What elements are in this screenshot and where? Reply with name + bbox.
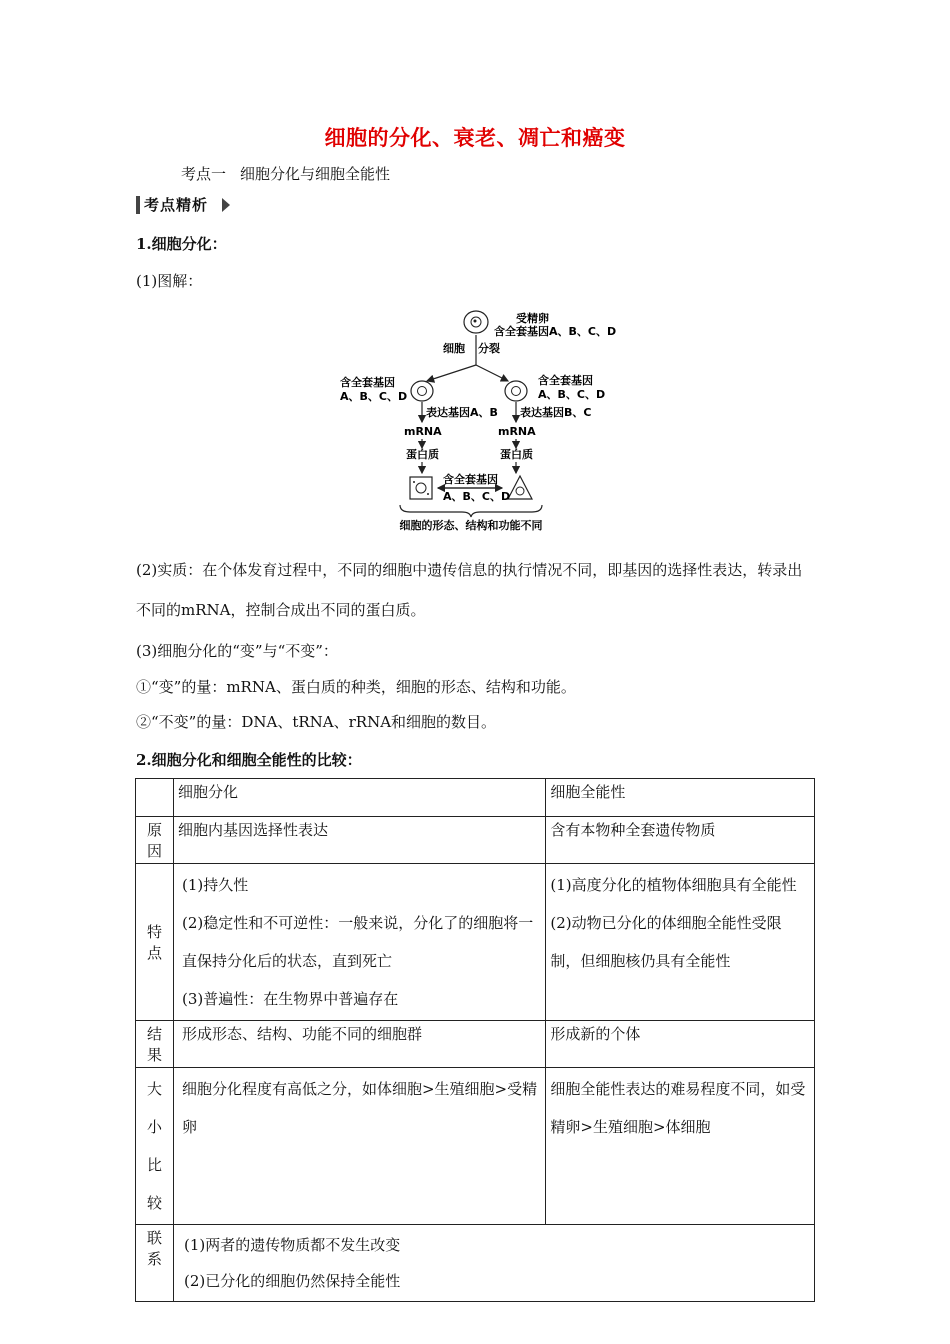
subtitle-text: 细胞分化与细胞全能性 [240, 165, 391, 183]
bottom-genes-2: A、B、C、D [443, 490, 511, 503]
protein-right: 蛋白质 [500, 448, 533, 461]
feature-a2: (2)稳定性和不可逆性：一般来说，分化了的细胞将一直保持分化后的状态，直到死亡 [181, 914, 534, 970]
row-label-result: 结果 [136, 1021, 174, 1068]
table-header-row [136, 779, 815, 817]
link-a1: (1)两者的遗传物质都不发生改变 [183, 1236, 401, 1254]
badge-bar [136, 196, 140, 214]
page-title: 细胞的分化、衰老、凋亡和癌变 [324, 125, 626, 150]
cell-feature-a [173, 864, 545, 1021]
branch-left-arrow [427, 365, 476, 381]
zygote-label: 受精卵 [516, 312, 549, 325]
cell-size-a: 细胞分化程度有高低之分，如体细胞>生殖细胞>受精卵 [173, 1068, 545, 1225]
subtitle-prefix: 考点一 [181, 165, 227, 183]
cell-size-b: 细胞全能性表达的难易程度不同，如受精卵>生殖细胞>体细胞 [546, 1068, 815, 1225]
row-label-size-2: 比较 [146, 1156, 162, 1212]
division-label-2: 分裂 [478, 342, 500, 355]
right-genes-1: 含全套基因 [538, 374, 593, 387]
table-row [136, 817, 815, 864]
cell-origin-b: 含有本物种全套遗传物质 [546, 817, 815, 864]
row-label-link: 联系 [136, 1225, 174, 1302]
table-row [136, 1225, 815, 1302]
zygote-cell-icon [464, 311, 488, 333]
col-header-totipotency: 细胞全能性 [546, 779, 815, 817]
comparison-table [135, 778, 815, 1302]
table-row [136, 1021, 815, 1068]
cell-feature-b [546, 864, 815, 1021]
row-label-feature: 特点 [136, 864, 174, 1021]
left-genes-2: A、B、C、D [340, 390, 408, 403]
change-line: ①“变”的量：mRNA、蛋白质的种类，细胞的形态、结构和功能。 [136, 678, 576, 696]
section1-heading: 1.细胞分化： [136, 235, 227, 253]
essence-paragraph: (2)实质：在个体发育过程中，不同的细胞中遗传信息的执行情况不同，即基因的选择性表达，转录出不同的mRNA，控制合成出不同的蛋白质。 [136, 561, 803, 619]
mrna-right: mRNA [498, 425, 536, 438]
feature-b1: (1)高度分化的植物体细胞具有全能性 [550, 876, 797, 894]
row-label-origin: 原因 [136, 817, 174, 864]
left-express: 表达基因A、B [426, 406, 498, 419]
badge-arrow-icon [222, 198, 230, 212]
change-title: (3)细胞分化的“变”与“不变”： [136, 642, 338, 660]
mrna-left: mRNA [404, 425, 442, 438]
nochange-line: ②“不变”的量：DNA、tRNA、rRNA和细胞的数目。 [136, 713, 497, 731]
square-cell-icon [410, 477, 432, 499]
cell-result-b: 形成新的个体 [546, 1021, 815, 1068]
section-badge [136, 194, 231, 216]
cell-link [173, 1225, 814, 1302]
table-row [136, 1068, 815, 1225]
row-label-size [136, 1068, 174, 1225]
table-corner [136, 779, 174, 817]
section2-heading: 2.细胞分化和细胞全能性的比较： [136, 751, 362, 769]
bottom-genes-1: 含全套基因 [443, 473, 498, 486]
feature-a3: (3)普遍性：在生物界中普遍存在 [181, 990, 399, 1008]
cell-origin-a: 细胞内基因选择性表达 [173, 817, 545, 864]
bracket [400, 505, 542, 517]
subtitle [181, 163, 390, 184]
right-cell-icon [505, 381, 527, 401]
row-label-size-1: 大小 [146, 1080, 162, 1136]
differentiation-diagram [330, 305, 630, 535]
link-a2: (2)已分化的细胞仍然保持全能性 [183, 1272, 401, 1290]
feature-a1: (1)持久性 [181, 876, 249, 894]
badge-label: 考点精析 [144, 196, 209, 214]
right-genes-2: A、B、C、D [538, 388, 606, 401]
left-genes-1: 含全套基因 [340, 376, 395, 389]
cell-result-a: 形成形态、结构、功能不同的细胞群 [173, 1021, 545, 1068]
division-label-1: 细胞 [443, 342, 465, 355]
col-header-differentiation: 细胞分化 [173, 779, 545, 817]
feature-b2: (2)动物已分化的体细胞全能性受限制，但细胞核仍具有全能性 [550, 914, 782, 970]
table-row [136, 864, 815, 1021]
branch-right-arrow [476, 365, 508, 381]
protein-left: 蛋白质 [406, 448, 439, 461]
figure-label: (1)图解： [136, 272, 203, 290]
diagram-caption: 细胞的形态、结构和功能不同 [399, 519, 543, 532]
zygote-genes: 含全套基因A、B、C、D [494, 325, 617, 338]
right-express: 表达基因B、C [520, 406, 592, 419]
left-cell-icon [411, 381, 433, 401]
triangle-cell-icon [508, 476, 532, 499]
